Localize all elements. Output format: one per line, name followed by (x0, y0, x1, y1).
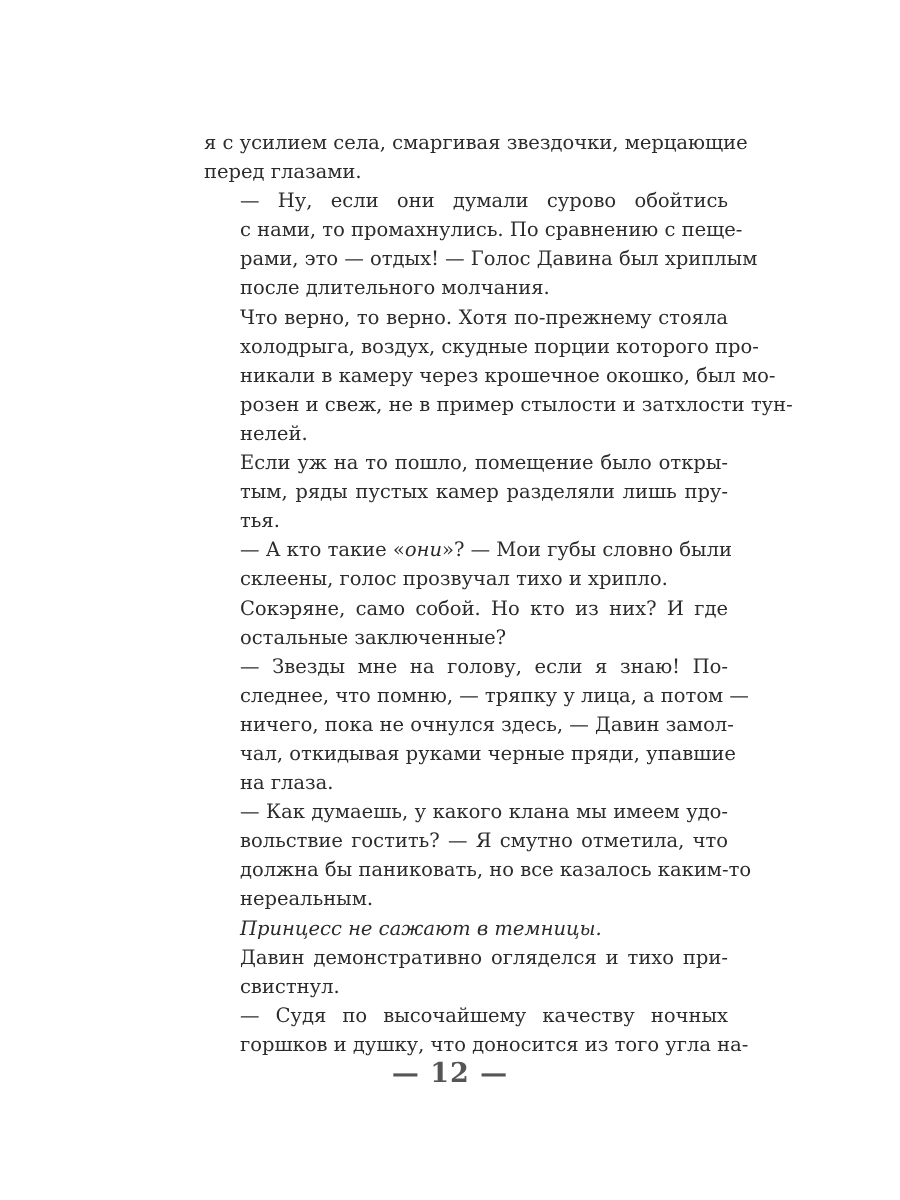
paragraph (204, 943, 728, 1001)
text-line: склеены, голос прозвучал тихо и хрипло. (240, 567, 668, 591)
paragraph (204, 594, 728, 652)
page-number: — 12 — (391, 1058, 509, 1089)
text-line: с нами, то промахнулись. По сравнению с пеще- (240, 218, 743, 242)
emphasis: они (404, 538, 443, 562)
paragraph (204, 448, 728, 535)
text-line: Если уж на то пошло, помещение было откры- (240, 451, 728, 475)
text-line: на глаза. (240, 771, 334, 795)
text-line: Принцесс не сажают в темницы. (240, 916, 602, 940)
text-line: тья. (240, 509, 280, 533)
text-line: должна бы паниковать, но все казалось каким-то (240, 858, 752, 882)
text-line: я с усилием села, смаргивая звездочки, мерцающие (204, 131, 748, 154)
text-line: вольствие гостить? — Я смутно отметила, что (240, 829, 728, 853)
text-line: розен и свеж, не в пример стылости и затхлости тун- (240, 392, 793, 416)
text-line: свистнул. (240, 974, 340, 998)
text-line: ничего, пока не очнулся здесь, — Давин замол- (240, 712, 734, 736)
text-line: — Ну, если они думали сурово обойтись (240, 189, 728, 213)
text-line: — А кто такие «они»? — Мои губы словно были (240, 538, 732, 562)
text-line: рами, это — отдых! — Голос Давина был хриплым (240, 247, 758, 271)
text-line: следнее, что помню, — тряпку у лица, а потом — (240, 683, 749, 707)
text-line: после длительного молчания. (240, 276, 550, 300)
text-line: — Судя по высочайшему качеству ночных (240, 1003, 728, 1027)
paragraph (204, 186, 758, 302)
text-line: никали в камеру через крошечное окошко, был мо- (240, 363, 776, 387)
text-line: горшков и душку, что доносится из того угла на- (240, 1032, 749, 1056)
paragraph (204, 535, 732, 593)
text-line: нелей. (240, 421, 308, 445)
body-text (204, 128, 793, 1059)
text-line: холодрыга, воздух, скудные порции которого про- (240, 334, 759, 358)
paragraph (204, 797, 752, 913)
text-line: Что верно, то верно. Хотя по-прежнему стояла (240, 305, 728, 329)
paragraph (204, 128, 748, 186)
text-line: Сокэряне, само собой. Но кто из них? И где (240, 596, 728, 620)
paragraph (204, 303, 793, 448)
text-line: чал, откидывая руками черные пряди, упавшие (240, 741, 736, 765)
text-line: перед глазами. (204, 160, 362, 184)
paragraph (204, 914, 728, 943)
text-line: остальные заключенные? (240, 625, 507, 649)
paragraph (204, 652, 749, 797)
text-line: — Как думаешь, у какого клана мы имеем удо- (240, 800, 728, 824)
text-line: тым, ряды пустых камер разделяли лишь пру- (240, 480, 728, 504)
paragraph (204, 1001, 749, 1059)
text-line: — Звезды мне на голову, если я знаю! По- (240, 654, 728, 678)
text-line: Давин демонстративно огляделся и тихо при- (240, 945, 728, 969)
text-line: нереальным. (240, 887, 374, 911)
